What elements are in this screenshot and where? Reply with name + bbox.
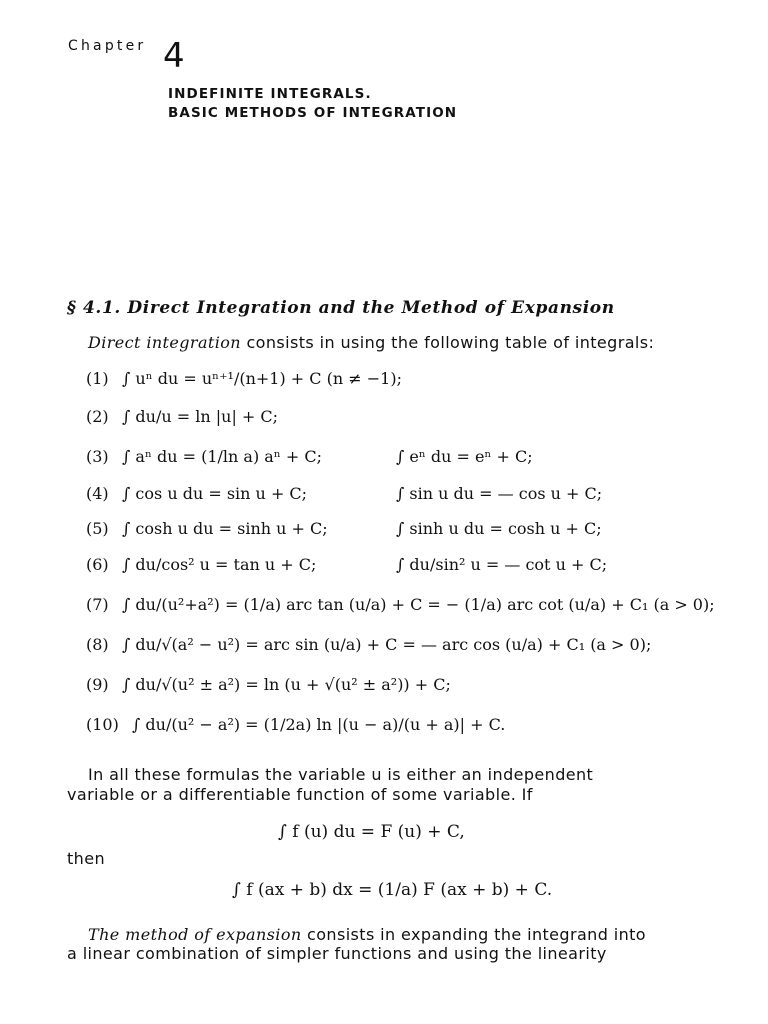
then-label: then [67,849,105,868]
equation-number: (1) [86,369,109,388]
equation-number: (2) [86,407,109,426]
paragraph-2-line-2: a linear combination of simpler functions and using the linearity [67,944,607,963]
integral-formula-left: ∫ du/u = ln |u| + C; [122,407,279,426]
paragraph-2-text: consists in expanding the integrand into [301,925,646,944]
intro-paragraph [88,333,654,352]
integral-formula-left: ∫ du/cos² u = tan u + C; [122,555,317,574]
paragraph-1-line-2: variable or a differentiable function of some variable. If [67,785,533,804]
intro-text: consists in using the following table of integrals: [240,333,655,352]
integral-formula-right: ∫ eⁿ du = eⁿ + C; [396,447,533,466]
integral-formula-left: ∫ aⁿ du = (1/ln a) aⁿ + C; [122,447,322,466]
section-heading: § 4.1. Direct Integration and the Method of Expansion [67,298,615,318]
equation-number: (9) [86,675,109,694]
integral-formula-left: ∫ du/√(u² ± a²) = ln (u + √(u² ± a²)) + C; [122,675,451,694]
integral-formula-left: ∫ cosh u du = sinh u + C; [122,519,328,538]
chapter-label: Chapter [68,38,147,54]
chapter-title-line-1: INDEFINITE INTEGRALS. [168,86,372,102]
integral-formula-right: ∫ du/sin² u = — cot u + C; [396,555,608,574]
equation-number: (4) [86,484,109,503]
integral-formula-left: ∫ du/(u²+a²) = (1/a) arc tan (u/a) + C = − (1/a) arc cot (u/a) + C₁ (a > 0); [122,595,715,614]
equation-number: (7) [86,595,109,614]
equation-number: (10) [86,715,119,734]
equation-number: (6) [86,555,109,574]
intro-italic: Direct integration [88,333,241,352]
paragraph-2-line-1 [88,925,646,944]
integral-formula-left: ∫ uⁿ du = uⁿ⁺¹/(n+1) + C (n ≠ −1); [122,369,402,388]
equation-number: (8) [86,635,109,654]
chapter-number: 4 [163,36,185,76]
integral-formula-right: ∫ sinh u du = cosh u + C; [396,519,602,538]
formula-f-of-u: ∫ f (u) du = F (u) + C, [278,822,465,842]
paragraph-1-line-1: In all these formulas the variable u is either an independent [88,765,594,784]
integral-formula-left: ∫ cos u du = sin u + C; [122,484,308,503]
integral-formula-left: ∫ du/√(a² − u²) = arc sin (u/a) + C = — arc cos (u/a) + C₁ (a > 0); [122,635,652,654]
equation-number: (3) [86,447,109,466]
formula-f-of-ax-plus-b: ∫ f (ax + b) dx = (1/a) F (ax + b) + C. [232,880,553,900]
integral-formula-right: ∫ sin u du = — cos u + C; [396,484,603,503]
equation-number: (5) [86,519,109,538]
method-of-expansion-italic: The method of expansion [88,925,302,944]
integral-formula-left: ∫ du/(u² − a²) = (1/2a) ln |(u − a)/(u + a)| + C. [132,715,506,734]
chapter-title-line-2: BASIC METHODS OF INTEGRATION [168,105,458,121]
